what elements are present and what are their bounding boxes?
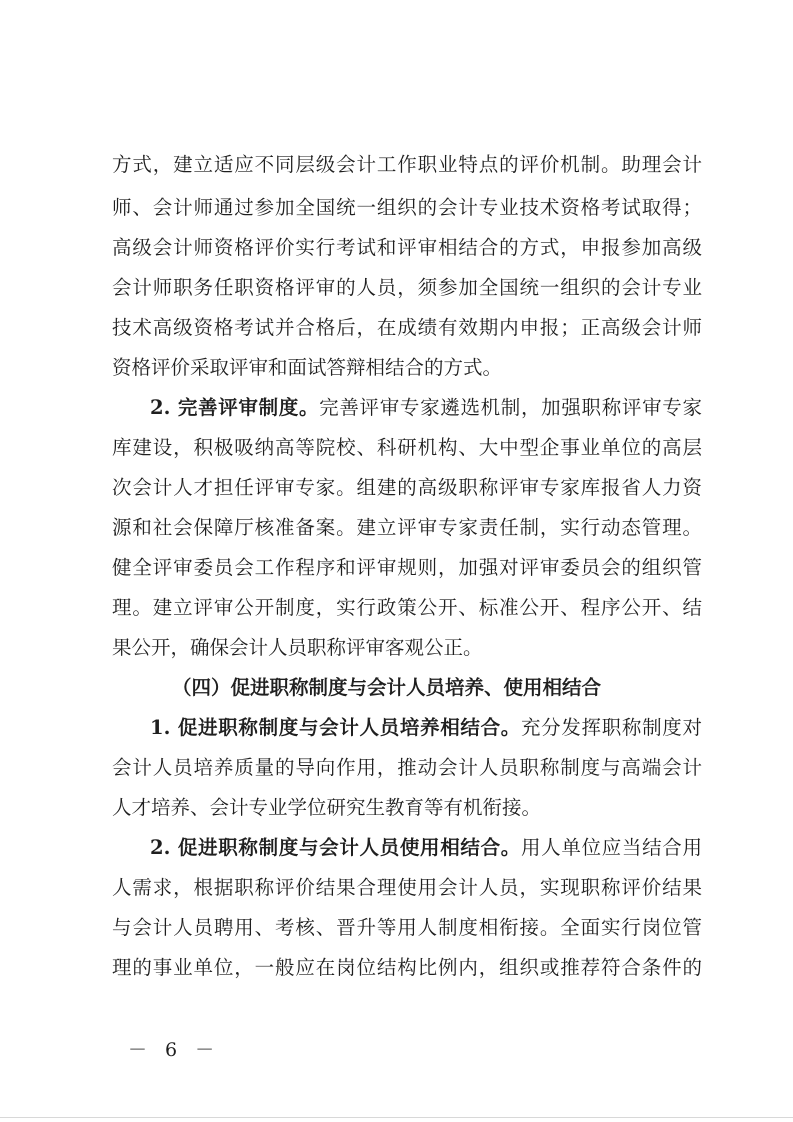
paragraph-lead-heading: 2. 完善评审制度。 — [150, 396, 320, 419]
page-number: － 6 － — [128, 1039, 221, 1061]
paragraph-first-line — [150, 830, 702, 866]
body-text-line: 会计人员培养质量的导向作用，推动会计人员职称制度与高端会计 — [112, 756, 702, 779]
body-text-line: 源和社会保障厅核准备案。建立评审专家责任制，实行动态管理。 — [112, 516, 702, 539]
body-text-line: 高级会计师资格评价实行考试和评审相结合的方式，申报参加高级 — [112, 236, 702, 259]
body-text-line: 师、会计师通过参加全国统一组织的会计专业技术资格考试取得； — [112, 196, 702, 219]
body-text-line: 技术高级资格考试并合格后，在成绩有效期内申报；正高级会计师 — [112, 316, 702, 339]
body-text-line: 人才培养、会计专业学位研究生教育等有机衔接。 — [112, 796, 542, 819]
paragraph-lead-heading: 1. 促进职称制度与会计人员培养相结合。 — [150, 716, 521, 739]
paragraph-text: 充分发挥职称制度对 — [521, 716, 702, 739]
body-text-line: 健全评审委员会工作程序和评审规则，加强对评审委员会的组织管 — [112, 556, 702, 579]
paragraph-text: 用人单位应当结合用 — [521, 836, 702, 859]
page-edge-line — [0, 1117, 793, 1118]
body-text-line: 与会计人员聘用、考核、晋升等用人制度相衔接。全面实行岗位管 — [112, 916, 702, 939]
body-text-line: 果公开，确保会计人员职称评审客观公正。 — [112, 636, 483, 659]
body-text-line: 理。建立评审公开制度，实行政策公开、标准公开、程序公开、结 — [112, 596, 702, 619]
body-text-line: 资格评价采取评审和面试答辩相结合的方式。 — [112, 356, 503, 379]
body-text-line: 方式，建立适应不同层级会计工作职业特点的评价机制。助理会计 — [112, 153, 702, 176]
paragraph-first-line — [150, 710, 702, 746]
body-text-line: 会计师职务任职资格评审的人员，须参加全国统一组织的会计专业 — [112, 276, 702, 299]
paragraph-text: 完善评审专家遴选机制，加强职称评审专家 — [319, 396, 702, 419]
body-text-line: 理的事业单位，一般应在岗位结构比例内，组织或推荐符合条件的 — [112, 956, 702, 979]
paragraph-lead-heading: 2. 促进职称制度与会计人员使用相结合。 — [150, 836, 521, 859]
paragraph-first-line — [150, 390, 702, 426]
section-heading: （四）促进职称制度与会计人员培养、使用相结合 — [172, 676, 602, 699]
body-text-line: 次会计人才担任评审专家。组建的高级职称评审专家库报省人力资 — [112, 476, 702, 499]
body-text-line: 库建设，积极吸纳高等院校、科研机构、大中型企事业单位的高层 — [112, 436, 702, 459]
body-text-line: 人需求，根据职称评价结果合理使用会计人员，实现职称评价结果 — [112, 876, 702, 899]
